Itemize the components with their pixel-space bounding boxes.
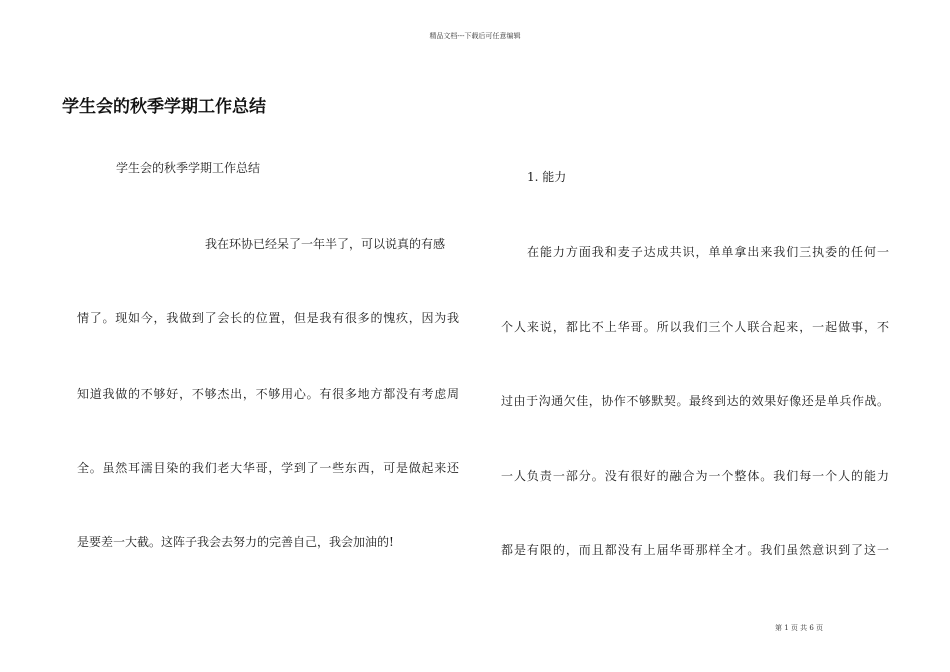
page-number: 第 1 页 共 6 页 [775, 624, 824, 632]
left-line-1: 我在环协已经呆了一年半了，可以说真的有感 [205, 237, 446, 251]
right-line-3: 过由于沟通欠佳，协作不够默契。最终到达的效果好像还是单兵作战。 [501, 394, 889, 408]
left-line-5: 是要差一大截。这阵子我会去努力的完善自己，我会加油的! [77, 535, 394, 549]
left-line-3: 知道我做的不够好，不够杰出，不够用心。有很多地方都没有考虑周 [77, 387, 459, 401]
right-line-4: 一人负责一部分。没有很好的融合为一个整体。我们每一个人的能力 [501, 469, 889, 483]
right-heading: 1. 能力 [527, 170, 567, 184]
left-line-4: 全。虽然耳濡目染的我们老大华哥，学到了一些东西，可是做起来还 [77, 461, 459, 475]
right-line-1: 在能力方面我和麦子达成共识，单单拿出来我们三执委的任何一 [527, 245, 889, 259]
right-line-2: 个人来说，都比不上华哥。所以我们三个人联合起来，一起做事，不 [501, 320, 889, 334]
left-line-2: 情了。现如今，我做到了会长的位置，但是我有很多的愧疚，因为我 [77, 311, 459, 325]
document-title: 学生会的秋季学期工作总结 [62, 97, 266, 117]
left-subtitle: 学生会的秋季学期工作总结 [116, 161, 261, 175]
right-line-5: 都是有限的，而且都没有上届华哥那样全才。我们虽然意识到了这一 [501, 543, 889, 557]
page-header: 精品文档---下载后可任意编辑 [429, 32, 521, 40]
